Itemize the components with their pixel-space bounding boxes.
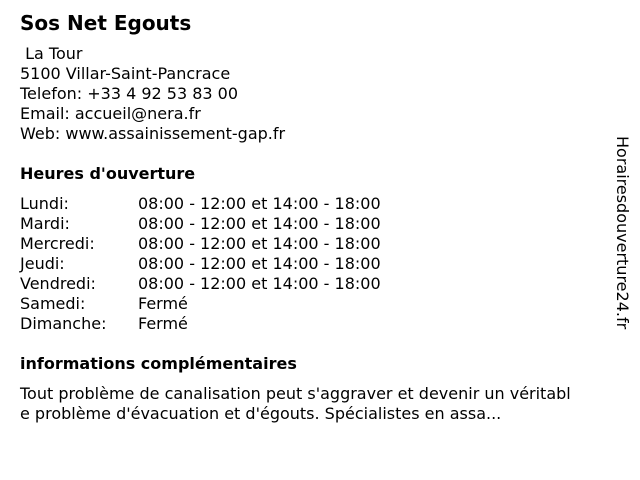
day-label: Dimanche: <box>20 314 107 333</box>
hours-row-tuesday <box>20 214 440 234</box>
day-hours: Fermé <box>138 294 188 313</box>
hours-row-wednesday <box>20 234 440 254</box>
hours-heading: Heures d'ouverture <box>20 164 196 183</box>
phone-line: Telefon: +33 4 92 53 83 00 <box>20 84 239 103</box>
email-line: Email: accueil@nera.fr <box>20 104 201 123</box>
hours-row-thursday <box>20 254 440 274</box>
business-name: Sos Net Egouts <box>20 11 192 35</box>
day-label: Jeudi: <box>20 254 65 273</box>
hours-row-friday <box>20 274 440 294</box>
day-label: Vendredi: <box>20 274 96 293</box>
hours-row-monday <box>20 194 440 214</box>
web-line: Web: www.assainissement-gap.fr <box>20 124 286 143</box>
day-hours: Fermé <box>138 314 188 333</box>
contact-block <box>20 44 285 144</box>
day-hours: 08:00 - 12:00 et 14:00 - 18:00 <box>138 194 381 213</box>
info-heading: informations complémentaires <box>20 354 297 373</box>
hours-row-sunday <box>20 314 440 334</box>
day-hours: 08:00 - 12:00 et 14:00 - 18:00 <box>138 274 381 293</box>
site-watermark: Horairesdouverture24.fr <box>613 136 632 330</box>
day-hours: 08:00 - 12:00 et 14:00 - 18:00 <box>138 214 381 233</box>
address-city: 5100 Villar-Saint-Pancrace <box>20 64 231 83</box>
address-street: La Tour <box>20 44 83 63</box>
info-description: Tout problème de canalisation peut s'aggraver et devenir un véritable problème d'évacuation et d'égouts. Spécialistes en assa... <box>20 384 571 423</box>
day-label: Mardi: <box>20 214 70 233</box>
hours-row-saturday <box>20 294 440 314</box>
day-label: Lundi: <box>20 194 69 213</box>
day-label: Samedi: <box>20 294 86 313</box>
hours-table <box>20 194 440 334</box>
day-label: Mercredi: <box>20 234 95 253</box>
day-hours: 08:00 - 12:00 et 14:00 - 18:00 <box>138 234 381 253</box>
day-hours: 08:00 - 12:00 et 14:00 - 18:00 <box>138 254 381 273</box>
